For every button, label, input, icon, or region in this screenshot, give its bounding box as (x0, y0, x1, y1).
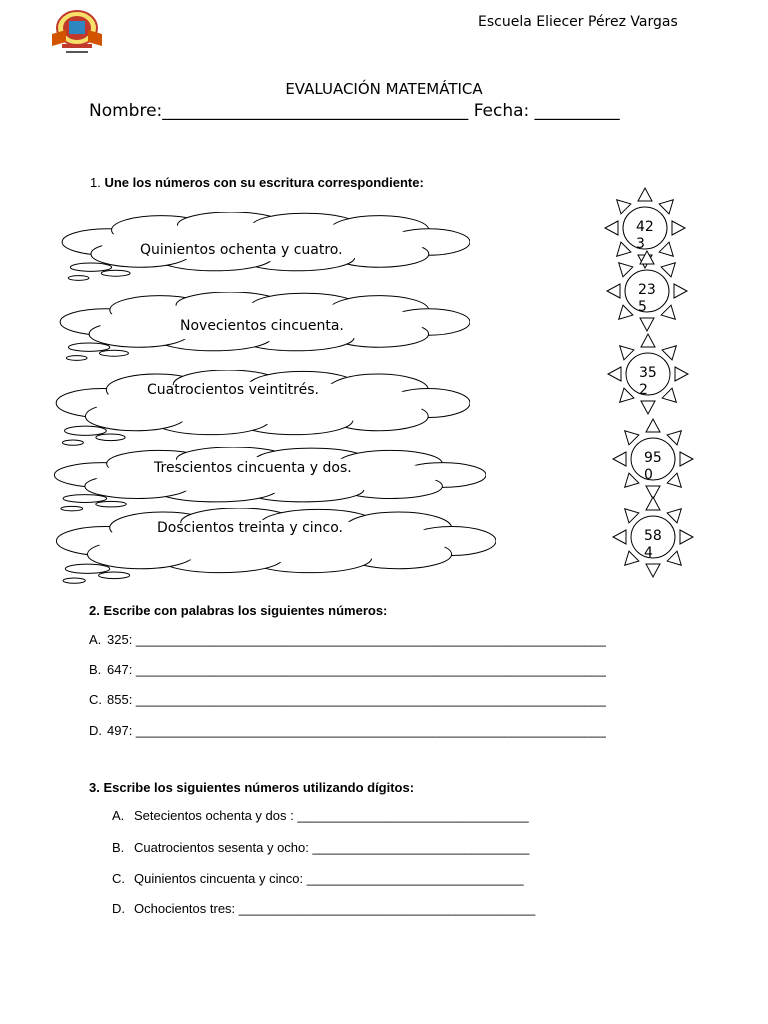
item-text: Quinientos cincuenta y cinco: ______________________________ (134, 871, 524, 886)
section2-item[interactable] (89, 632, 606, 647)
sun-number: 584 (644, 528, 662, 561)
cloud-phrase: Novecientos cincuenta. (180, 318, 344, 334)
name-label: Nombre: (89, 101, 163, 121)
sun-number: 423 (636, 219, 654, 252)
item-letter: B. (112, 840, 125, 855)
sun-number: 352 (639, 365, 657, 398)
item-letter: C. (112, 871, 125, 886)
school-crest-logo (48, 8, 106, 56)
section3-heading: 3. Escribe los siguientes números utilizando dígitos: (89, 780, 415, 795)
item-text: Ochocientos tres: _________________________________________ (134, 901, 536, 916)
cloud-phrase: Doscientos treinta y cinco. (157, 520, 344, 536)
page-title: EVALUACIÓN MATEMÁTICA (285, 80, 483, 98)
item-letter: D. (89, 723, 102, 738)
section1-instruction: Une los números con su escritura correspondiente: (104, 175, 424, 190)
section1-heading (90, 175, 424, 190)
cloud-phrase: Cuatrocientos veintitrés. (147, 382, 319, 398)
section3-item[interactable] (112, 901, 535, 916)
section3-item[interactable] (112, 840, 529, 855)
section2-heading: 2. Escribe con palabras los siguientes números: (89, 603, 388, 618)
sun-number: 950 (644, 450, 662, 483)
name-field[interactable]: ____________________________________ (162, 101, 469, 121)
date-field[interactable]: __________ (534, 101, 620, 121)
school-name: Escuela Eliecer Pérez Vargas (478, 14, 678, 30)
item-letter: A. (112, 808, 125, 823)
item-text: Setecientos ochenta y dos : ________________________________ (134, 808, 529, 823)
item-letter: B. (89, 662, 102, 677)
item-text: 497: _________________________________________________________________ (107, 723, 606, 738)
item-letter: A. (89, 632, 102, 647)
item-text: Cuatrocientos sesenta y ocho: ______________________________ (134, 840, 530, 855)
section2-item[interactable] (89, 662, 606, 677)
cloud-shape (50, 447, 486, 517)
item-text: 647: _________________________________________________________________ (107, 662, 606, 677)
name-date-line (89, 101, 620, 121)
section2-item[interactable] (89, 723, 606, 738)
item-text: 855: _________________________________________________________________ (107, 692, 606, 707)
cloud-phrase: Quinientos ochenta y cuatro. (140, 242, 343, 258)
item-letter: D. (112, 901, 125, 916)
cloud-phrase: Trescientos cincuenta y dos. (154, 460, 352, 476)
section2-item[interactable] (89, 692, 606, 707)
section1-number: 1. (90, 175, 101, 190)
section3-item[interactable] (112, 871, 524, 886)
item-text: 325: _________________________________________________________________ (107, 632, 606, 647)
sun-number: 235 (638, 282, 656, 315)
item-letter: C. (89, 692, 102, 707)
section3-item[interactable] (112, 808, 529, 823)
date-label: Fecha: (473, 101, 530, 121)
